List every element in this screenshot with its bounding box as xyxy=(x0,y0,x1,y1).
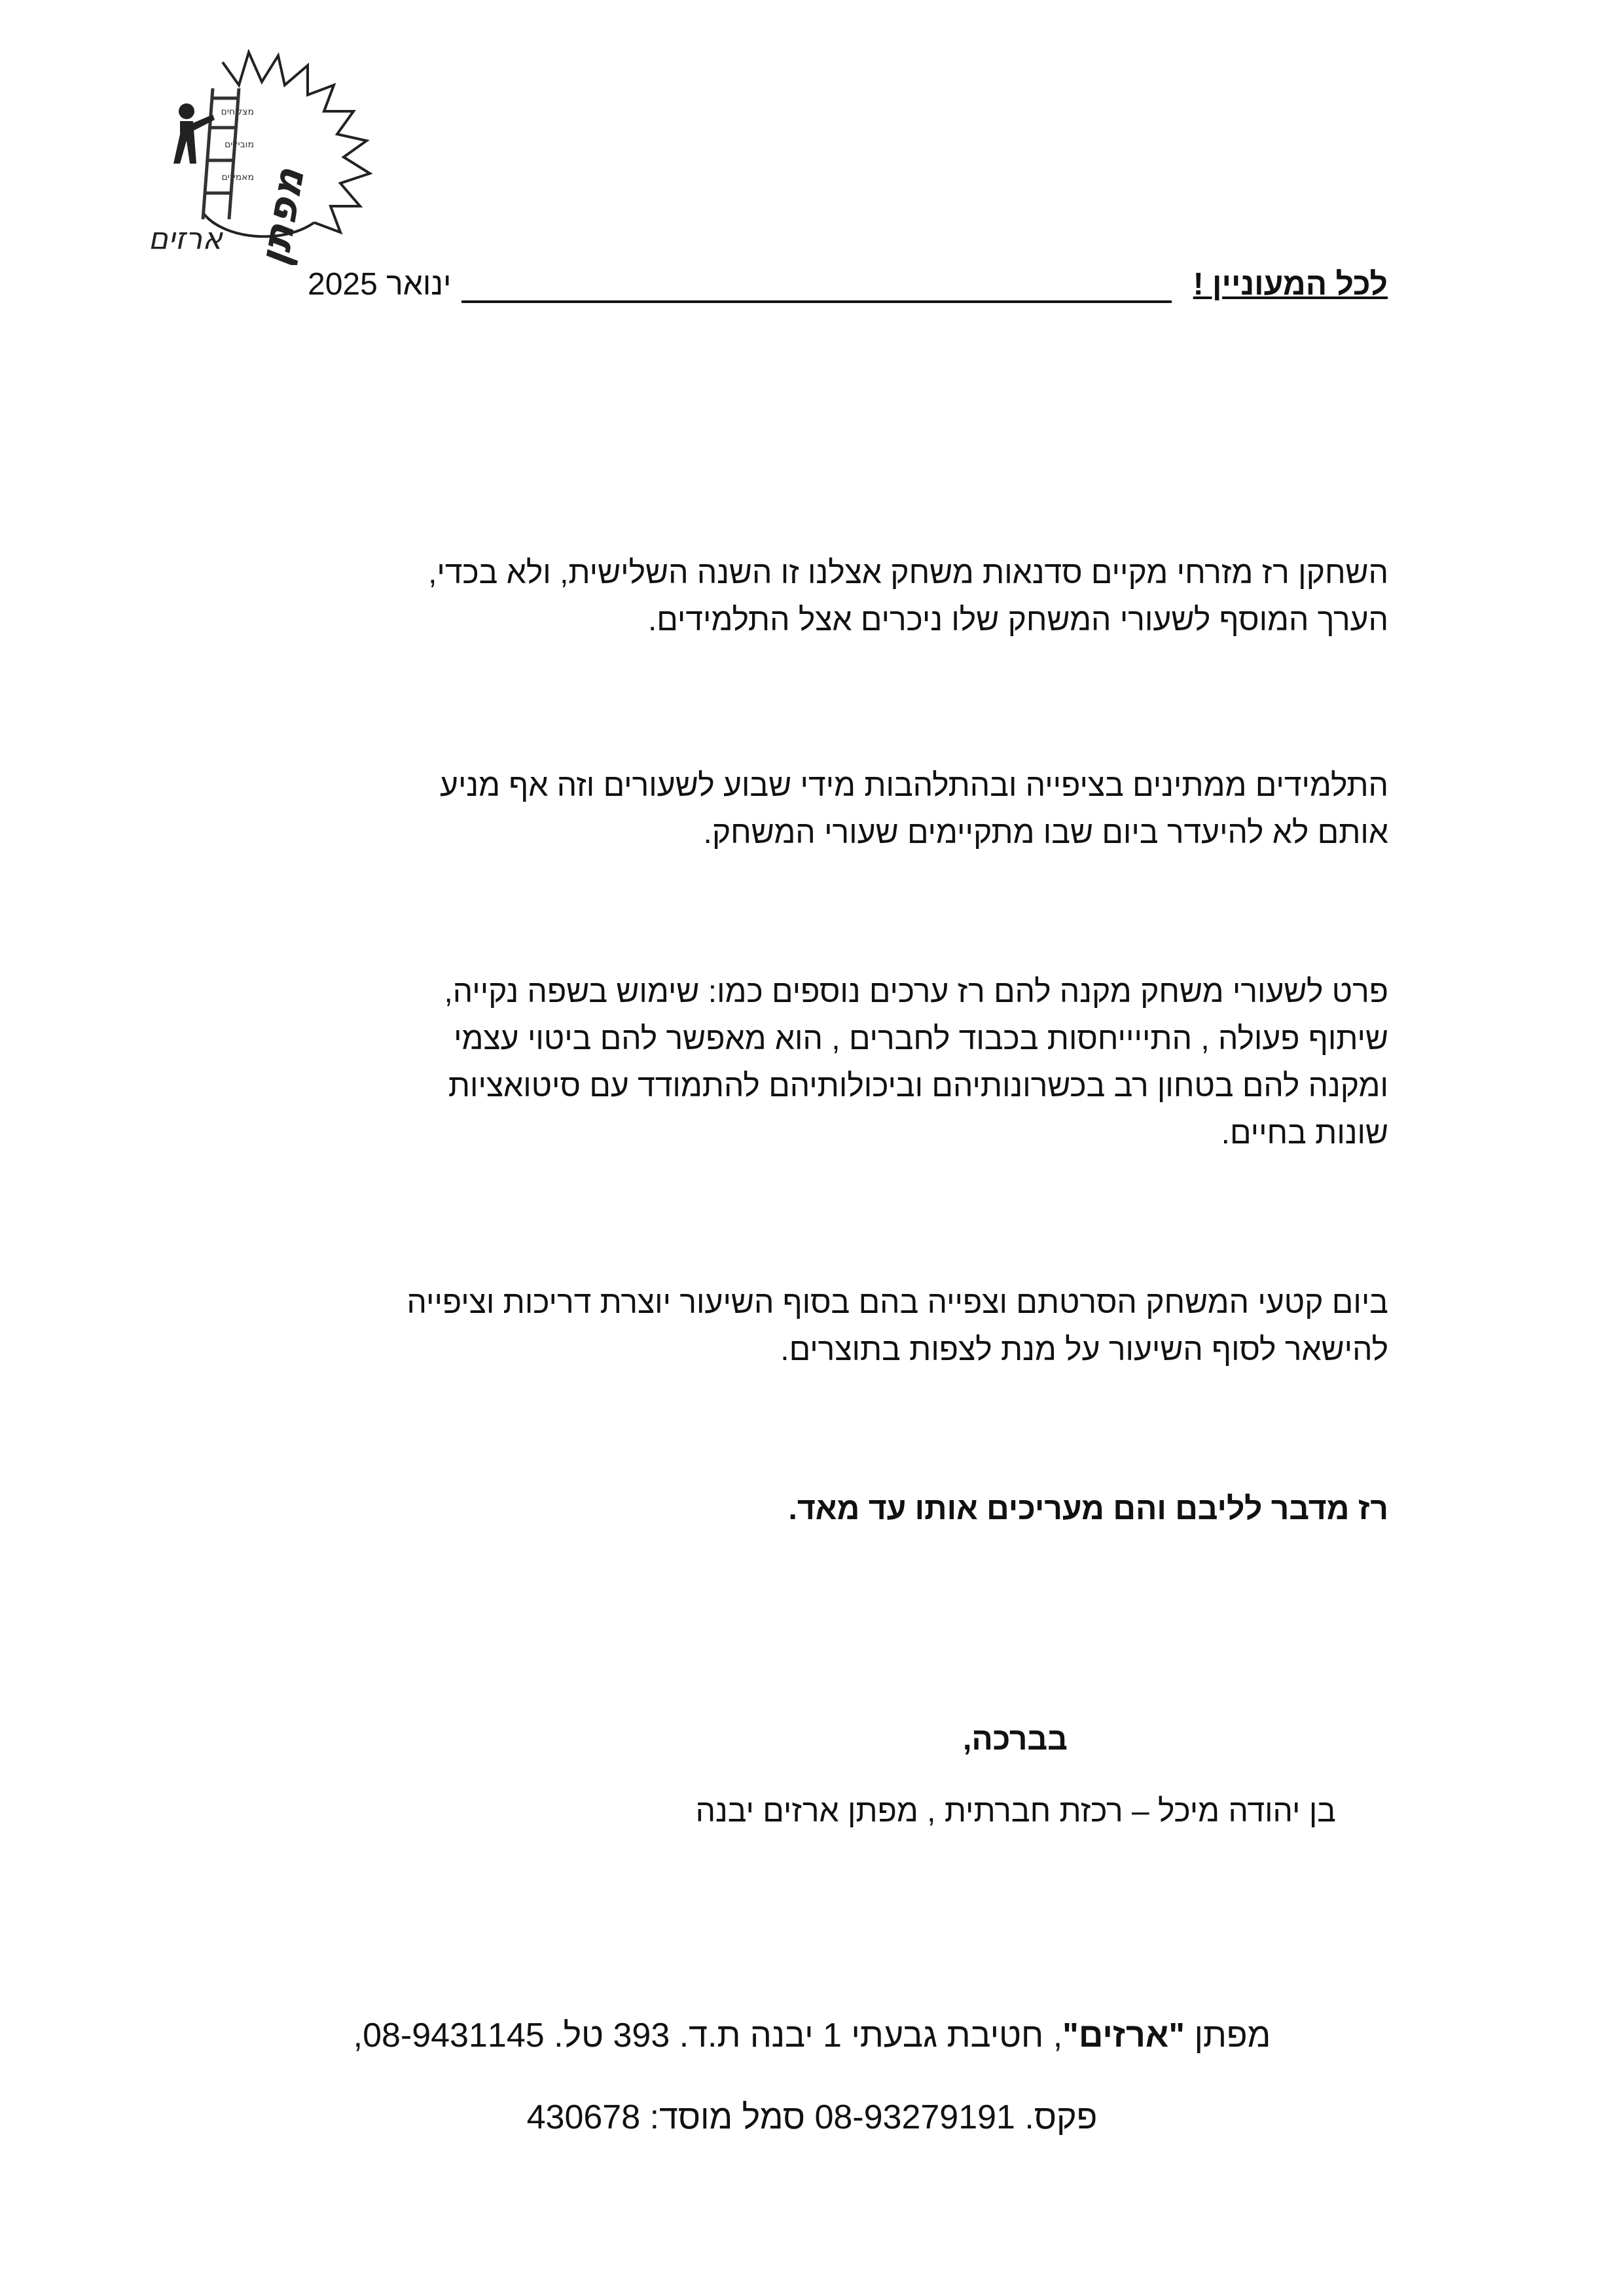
footer-address-rest: , חטיבת גבעתי 1 יבנה ת.ד. 393 טל. 08-9431145, xyxy=(353,2017,1063,2054)
footer-institution-name: "ארזים" xyxy=(1062,2017,1185,2054)
footer-prefix: מפתן xyxy=(1185,2017,1271,2054)
footer-address xyxy=(0,2016,1624,2055)
paragraph-4 xyxy=(210,1280,1388,1374)
paragraph-2 xyxy=(210,762,1388,857)
paragraph-line: ביום קטעי המשחק הסרטתם וצפייה בהם בסוף השיעור יוצרת דריכות וציפייה xyxy=(406,1285,1388,1320)
paragraph-line: אותם לא להיעדר ביום שבו מתקיימים שעורי המשחק. xyxy=(703,816,1388,850)
letter-header xyxy=(308,266,1388,306)
logo-graphic xyxy=(151,49,399,265)
header-underline xyxy=(461,300,1172,303)
bold-line: רז מדבר לליבם והם מעריכים אותו עד מאד. xyxy=(788,1492,1388,1526)
paragraph-line: שונות בחיים. xyxy=(1221,1116,1388,1151)
logo-sub-text: ארזים xyxy=(151,221,223,256)
paragraph-1 xyxy=(210,550,1388,644)
institution-logo xyxy=(151,49,399,265)
paragraph-line: התלמידים ממתינים בציפייה ובהתלהבות מידי שבוע לשעורים וזה אף מניע xyxy=(440,768,1388,803)
salutation: לכל המעוניין ! xyxy=(1193,267,1388,302)
logo-word-1: מצליחים xyxy=(221,107,254,117)
bold-statement xyxy=(210,1486,1388,1533)
signer-line: בן יהודה מיכל – רכזת חברתית , מפתן ארזים יבנה xyxy=(695,1794,1336,1829)
logo-main-text: מפתן xyxy=(249,164,314,265)
paragraph-line: להישאר לסוף השיעור על מנת לצפות בתוצרים. xyxy=(780,1333,1388,1367)
footer-fax: פקס. 08-93279191 סמל מוסד: 430678 xyxy=(526,2098,1098,2136)
paragraph-line: ומקנה להם בטחון רב בכשרונותיהם וביכולותיהם להתמודד עם סיטואציות xyxy=(448,1069,1388,1103)
paragraph-line: השחקן רז מזרחי מקיים סדנאות משחק אצלנו זו השנה השלישית, ולא בכדי, xyxy=(428,556,1388,590)
letter-date: ינואר 2025 xyxy=(308,267,452,302)
paragraph-line: פרט לשעורי משחק מקנה להם רז ערכים נוספים כמו: שימוש בשפה נקייה, xyxy=(444,975,1388,1009)
paragraph-3 xyxy=(210,969,1388,1157)
paragraph-line: שיתוף פעולה , התייייחסות בכבוד לחברים , הוא מאפשר להם ביטוי עצמי xyxy=(454,1022,1388,1056)
paragraph-line: הערך המוסף לשעורי המשחק שלו ניכרים אצל התלמידים. xyxy=(647,603,1388,637)
closing-greeting: בברכה, xyxy=(962,1722,1068,1757)
logo-word-3: מאמינים xyxy=(221,172,254,183)
logo-word-2: מובילים xyxy=(225,139,254,150)
